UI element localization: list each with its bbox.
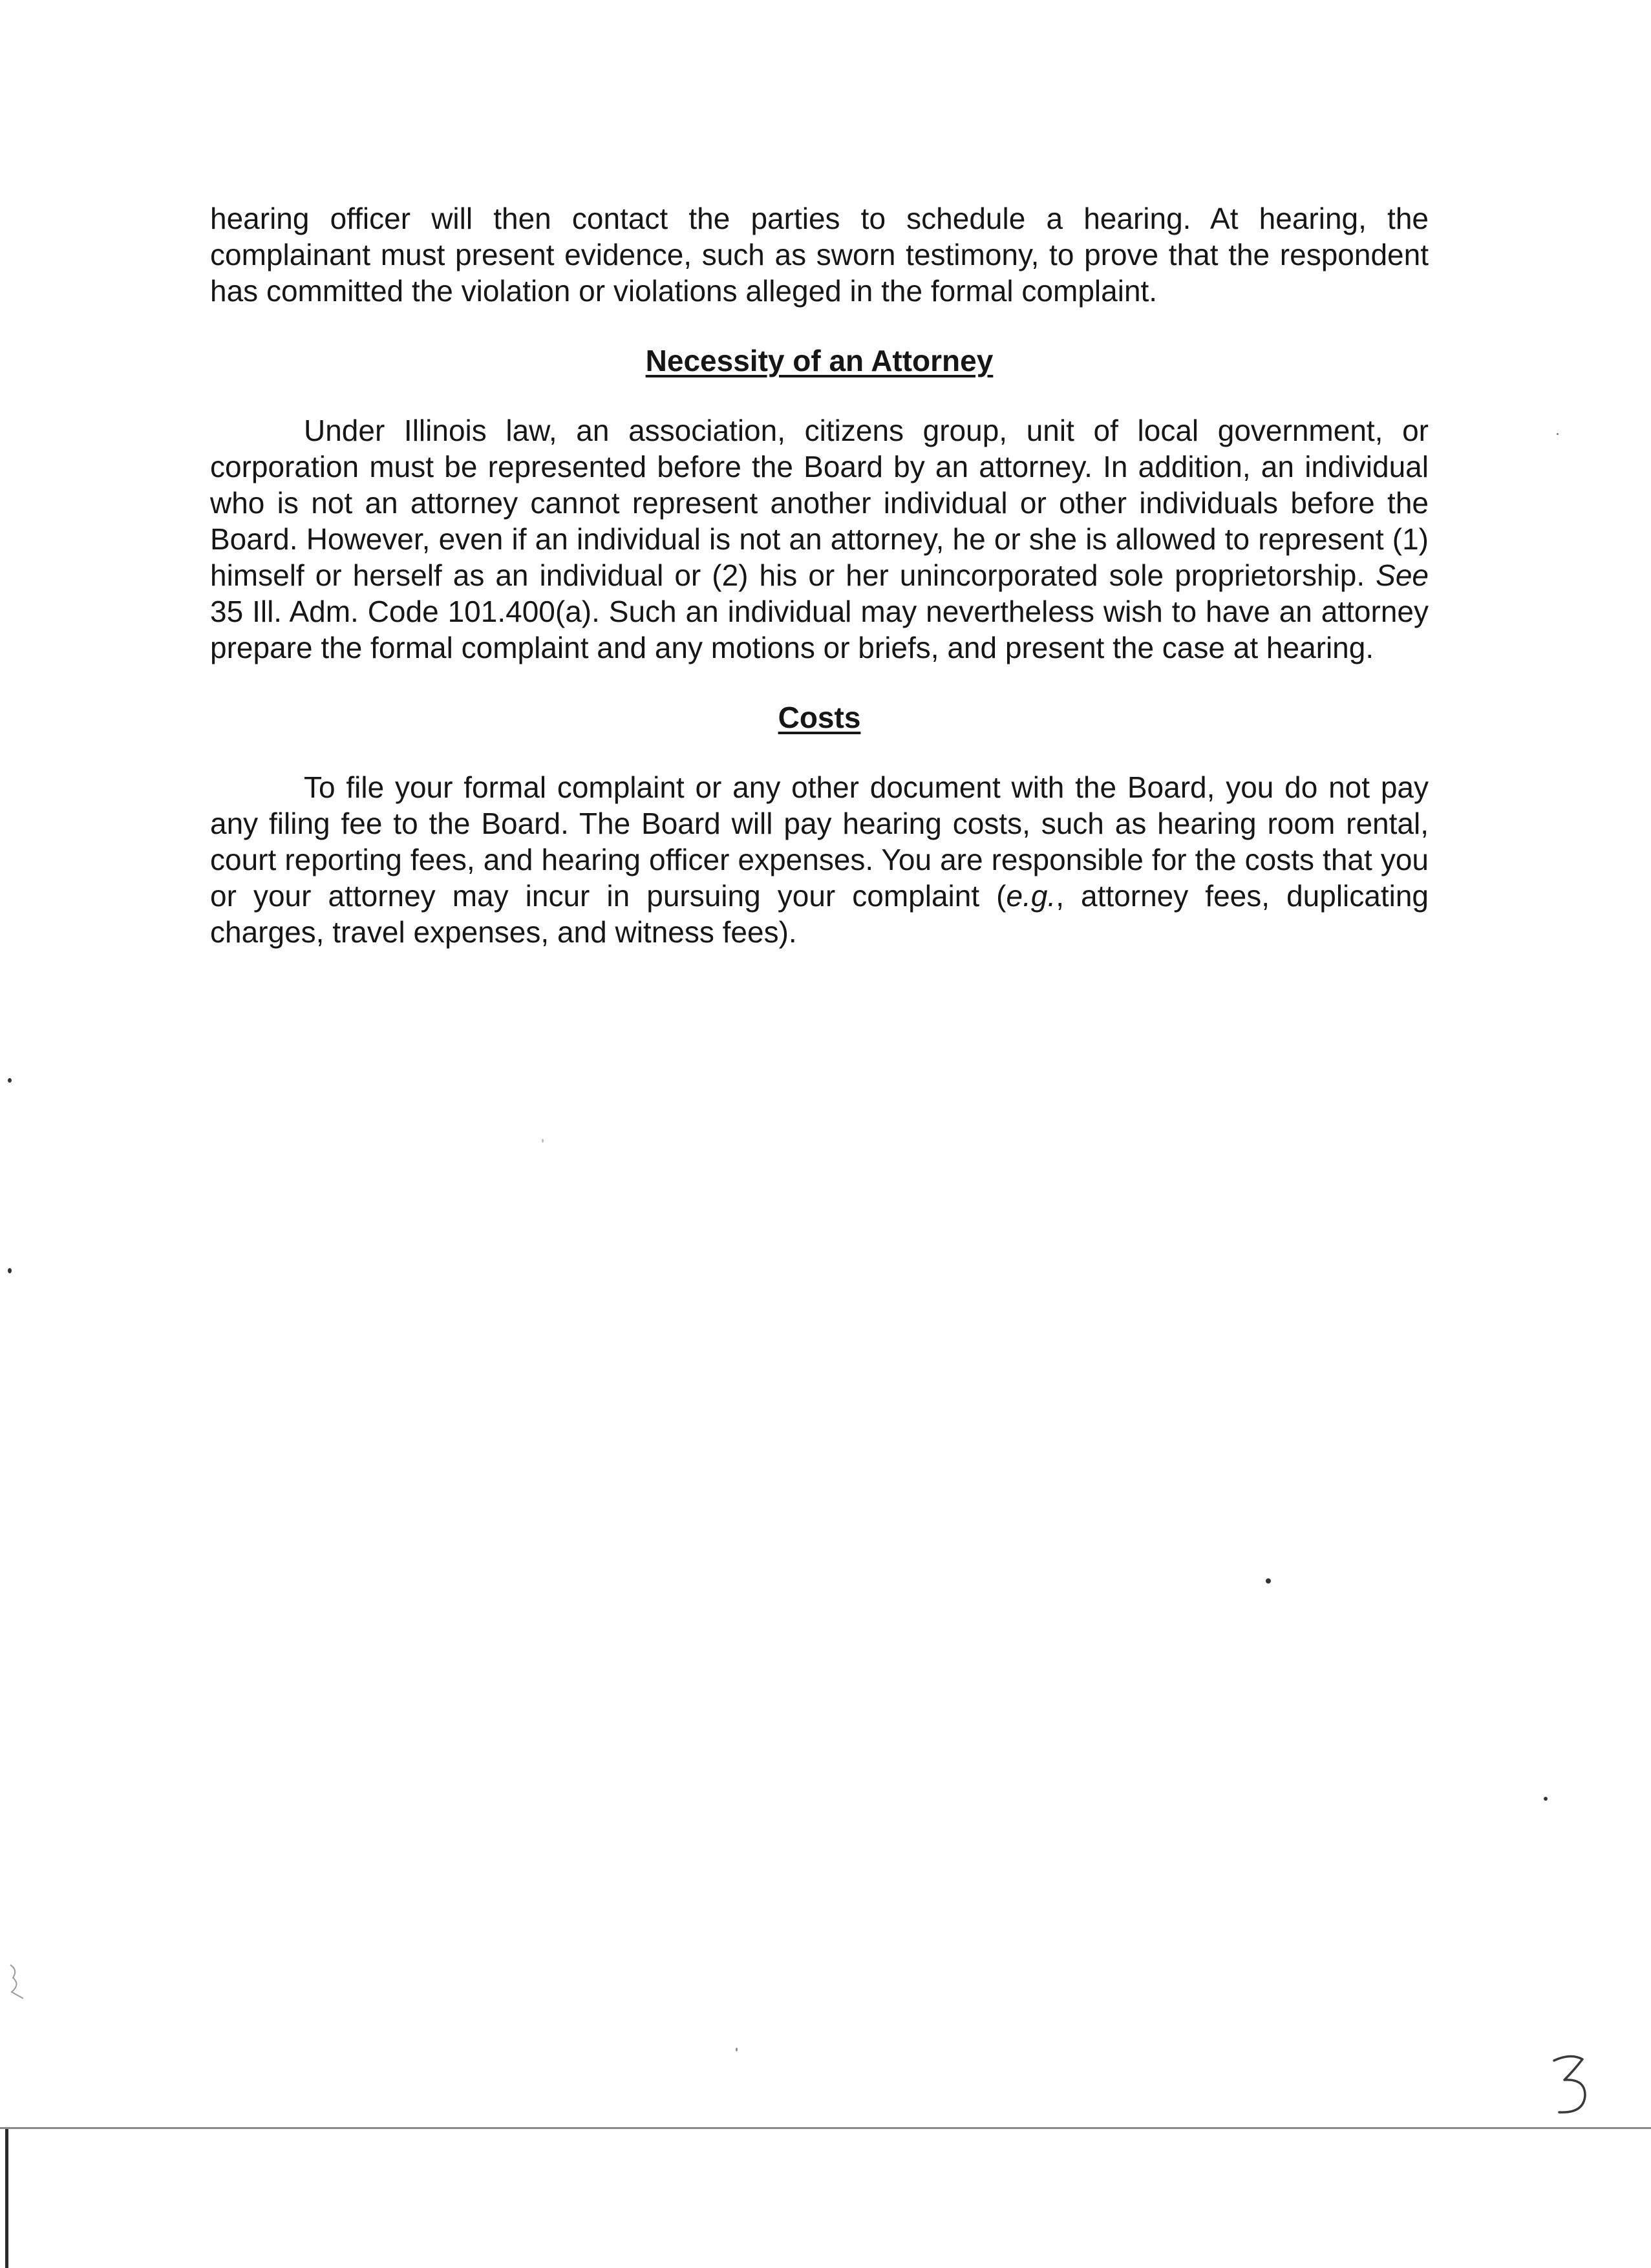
scan-left-edge-mark	[5, 2129, 8, 2268]
costs-paragraph	[210, 769, 1429, 950]
spacer	[210, 309, 1429, 343]
costs-paragraph-text-continued: , attorney fees, duplicating charges, travel expenses, and witness fees).	[210, 879, 1429, 949]
handwritten-page-number	[1545, 2049, 1597, 2120]
scan-speck	[8, 1268, 12, 1273]
costs-paragraph-text: To file your formal complaint or any other document with the Board, you do not pay any filing fee to the Board. The Board will pay hearing costs, such as hearing room rental, court reporting fees, and hearing officer expenses. You are responsible for the costs that you or your attorney may incur in pursuing your complaint (	[210, 770, 1429, 913]
attorney-paragraph	[210, 412, 1429, 666]
scan-bottom-edge-line	[0, 2127, 1651, 2129]
scan-speck	[1557, 433, 1559, 435]
costs-example-abbreviation: e.g.	[1006, 879, 1056, 913]
spacer	[210, 379, 1429, 412]
stray-scan-mark	[4, 1958, 30, 2004]
spacer	[210, 666, 1429, 699]
scan-speck	[8, 1078, 12, 1083]
attorney-paragraph-text: Under Illinois law, an association, citizens group, unit of local government, or corporation must be represented before the Board by an attorney. In addition, an individual who is not an attorney cannot represent another individual or other individuals before the Board. However, even if an individual is not an attorney, he or she is allowed to represent (1) himself or herself as an individual or (2) his or her unincorporated sole proprietorship.	[210, 414, 1429, 592]
scan-speck	[736, 2048, 738, 2051]
attorney-citation-signal: See	[1376, 558, 1429, 592]
scan-speck	[1544, 1797, 1548, 1801]
spacer	[210, 736, 1429, 769]
intro-paragraph: hearing officer will then contact the parties to schedule a hearing. At hearing, the complainant must present evidence, such as sworn testimony, to prove that the respondent has committed the violation or violations alleged in the formal complaint.	[210, 202, 1429, 308]
scan-speck	[1266, 1578, 1271, 1584]
document-body	[210, 200, 1429, 950]
scan-speck	[542, 1139, 544, 1143]
attorney-paragraph-text-continued: 35 Ill. Adm. Code 101.400(a). Such an individual may nevertheless wish to have an attorney prepare the formal complaint and any motions or briefs, and present the case at hearing.	[210, 595, 1429, 664]
section-heading-costs: Costs	[778, 701, 861, 734]
section-heading-attorney: Necessity of an Attorney	[645, 344, 994, 377]
